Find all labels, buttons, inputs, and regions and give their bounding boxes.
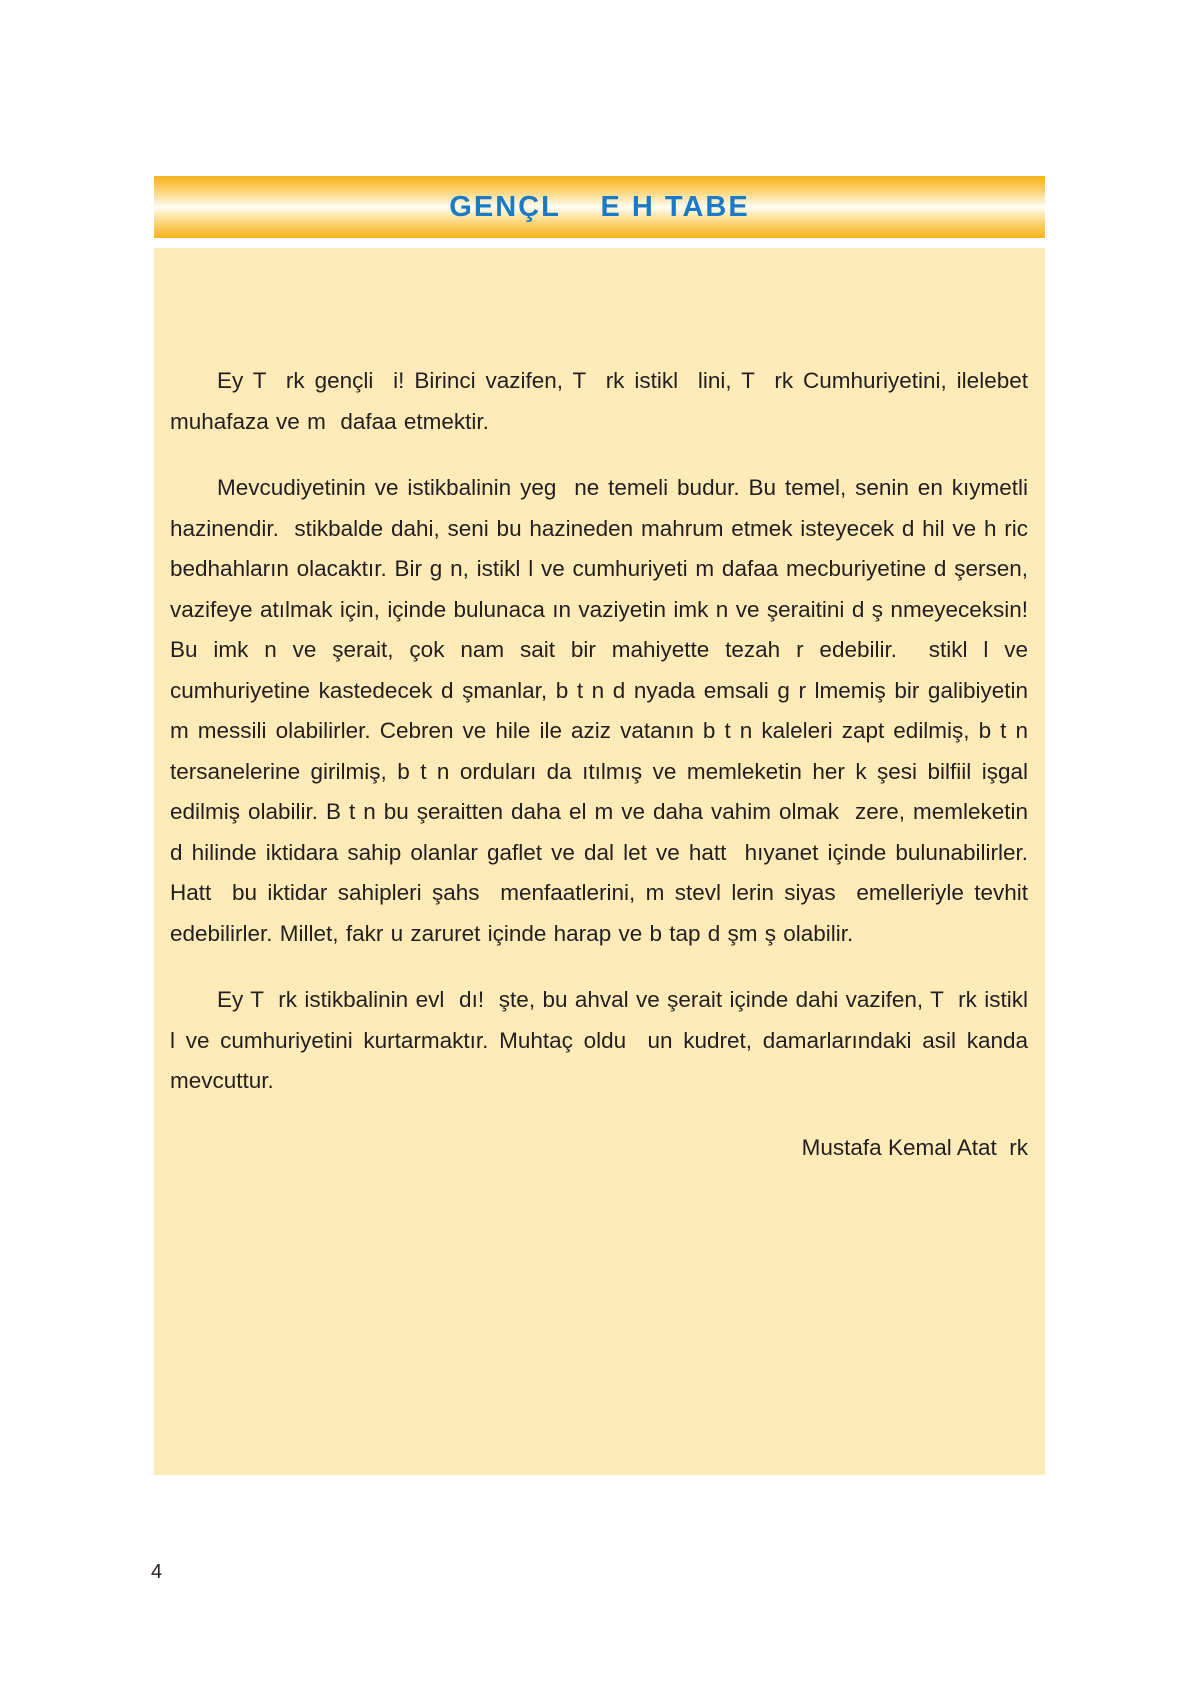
page-title: GENÇL E H TABE: [449, 190, 750, 223]
signature: Mustafa Kemal Atat rk: [801, 1134, 1028, 1160]
paragraph-2: Mevcudiyetinin ve istikbalinin yeg ne temeli budur. Bu temel, senin en kıymetli hazinendir. stikbalde dahi, seni bu hazineden mahrum etmek isteyecek d hil ve h ric bedhahların olacaktır. Bir g n, istikl l ve cumhuriyeti m dafaa mecburiyetine d şersen, vazifeye atılmak için, içinde bulunaca ın vaziyetin imk n ve şeraitini d ş nmeyeceksin! Bu imk n ve şerait, çok nam sait bir mahiyette tezah r edebilir. stikl l ve cumhuriyetine kastedecek d şmanlar, b t n d nyada emsali g r lmemiş bir galibiyetin m messili olabilirler. Cebren ve hile ile aziz vatanın b t n kaleleri zapt edilmiş, b t n tersanelerine girilmiş, b t n orduları da ıtılmış ve memleketin her k şesi bilfiil işgal edilmiş olabilir. B t n bu şeraitten daha el m ve daha vahim olmak zere, memleketin d hilinde iktidara sahip olanlar gaflet ve dal let ve hatt hıyanet içinde bulunabilirler. Hatt bu iktidar sahipleri şahs menfaatlerini, m stevl lerin siyas emelleriyle tevhit edebilirler. Millet, fakr u zaruret içinde harap ve b tap d şm ş olabilir.: [170, 475, 1036, 946]
title-banner: [154, 176, 1045, 238]
text-body: [170, 361, 1043, 1168]
paragraph-1: Ey T rk gençli i! Birinci vazifen, T rk istikl lini, T rk Cumhuriyetini, ilelebet muhafaza ve m dafaa etmektir.: [170, 368, 1036, 434]
page-number: 4: [151, 1561, 163, 1583]
paragraph-3: Ey T rk istikbalinin evl dı! şte, bu ahval ve şerait içinde dahi vazifen, T rk istikl l ve cumhuriyetini kurtarmaktır. Muhtaç oldu un kudret, damarlarındaki asil kanda mevcuttur.: [170, 987, 1043, 1093]
content-panel: [154, 248, 1045, 1475]
